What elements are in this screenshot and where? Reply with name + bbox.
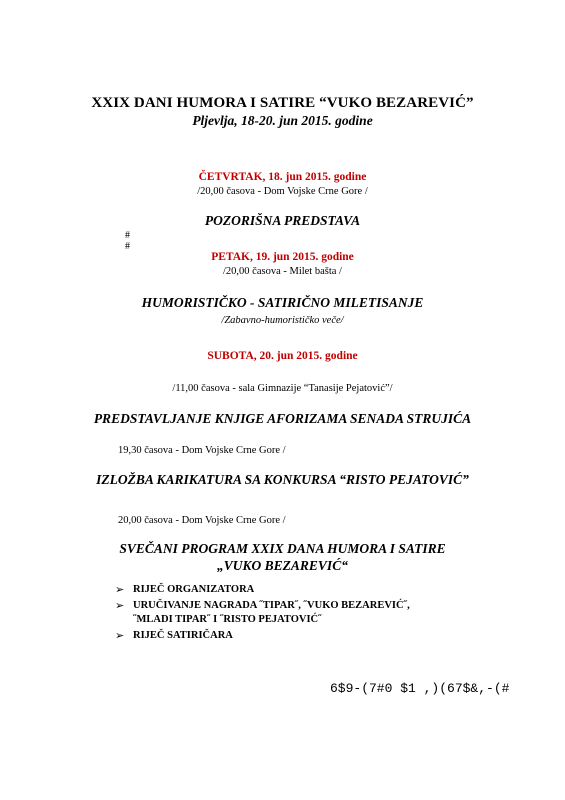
day-heading-friday: PETAK, 19. jun 2015. godine (211, 251, 354, 263)
list-item-label: URUČIVANJE NAGRADA ˝TIPAR˝, ˝VUKO BEZAREVIĆ˝, ˝MLADI TIPAR˝ I ˝RISTO PEJATOVIĆ˝ (133, 600, 410, 625)
time-place-saturday-2: 19,30 časova - Dom Vojske Crne Gore / (118, 445, 286, 456)
time-place-thursday: /20,00 časova - Dom Vojske Crne Gore / (197, 186, 368, 197)
program-list (115, 583, 445, 645)
time-place-saturday-1: /11,00 časova - sala Gimnazije “Tanasije Pejatović”/ (172, 383, 393, 394)
document-title: XXIX DANI HUMORA I SATIRE “VUKO BEZAREVIĆ” (91, 95, 474, 111)
time-place-saturday-3: 20,00 časova - Dom Vojske Crne Gore / (118, 515, 286, 526)
list-item (115, 583, 445, 597)
list-item-label: RIJEČ ORGANIZATORA (133, 584, 255, 595)
event-theatre-play: POZORIŠNA PREDSTAVA (204, 213, 361, 228)
event-note-friday: /Zabavno-humorističko veče/ (221, 315, 344, 326)
arrow-bullet-icon: ➢ (115, 584, 125, 596)
list-item (115, 599, 445, 627)
list-item (115, 629, 445, 643)
document-subtitle: Pljevlja, 18-20. jun 2015. godine (192, 113, 373, 128)
list-item-label: RIJEČ SATIRIČARA (133, 630, 233, 641)
day-heading-thursday: ČETVRTAK, 18. jun 2015. godine (198, 171, 367, 183)
event-humor-evening: HUMORISTIČKO - SATIRIČNO MILETISANJE (141, 295, 424, 310)
event-ceremony-line1: SVEČANI PROGRAM XXIX DANA HUMORA I SATIRE (119, 541, 446, 556)
event-book-presentation: PREDSTAVLJANJE KNJIGE AFORIZAMA SENADA STRUJIĆA (93, 411, 472, 426)
event-ceremony-line2: „VUKO BEZAREVIĆ“ (217, 558, 348, 573)
marker-hash-2: # (125, 241, 130, 252)
footer-garbled-text: 6$9-(7#0 $1 ,)(67$&,-(# (330, 681, 510, 696)
marker-hash-1: # (125, 230, 130, 241)
day-heading-saturday: SUBOTA, 20. jun 2015. godine (207, 350, 358, 362)
arrow-bullet-icon: ➢ (115, 600, 125, 612)
event-caricature-exhibition: IZLOŽBA KARIKATURA SA KONKURSA “RISTO PEJATOVIĆ” (96, 472, 469, 487)
arrow-bullet-icon: ➢ (115, 630, 125, 642)
time-place-friday: /20,00 časova - Milet bašta / (223, 266, 342, 277)
